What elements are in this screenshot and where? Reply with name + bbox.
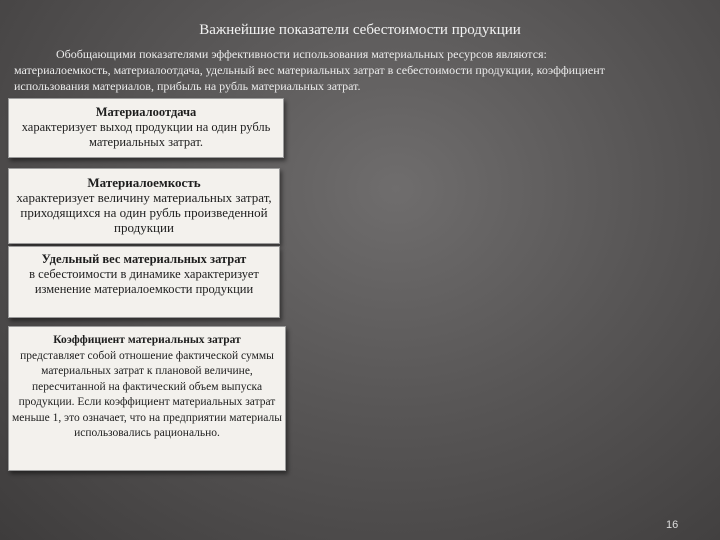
card-heading: Материалоотдача — [95, 105, 197, 119]
card-materialootdacha — [8, 98, 284, 158]
card-body: характеризует выход продукции на один рубль материальных затрат. — [21, 120, 271, 149]
card-body: в себестоимости в динамике характеризует изменение материалоемкости продукции — [29, 267, 259, 296]
card-heading: Удельный вес материальных затрат — [41, 252, 247, 266]
card-heading: Материалоемкость — [87, 175, 201, 190]
card-heading: Коэффициент материальных затрат — [53, 334, 241, 346]
card-udelny-ves — [8, 246, 280, 318]
card-materialoemkost — [8, 168, 280, 244]
card-koefficient — [8, 326, 286, 471]
intro-paragraph — [14, 46, 636, 94]
slide-title: Важнейшие показатели себестоимости продукции — [199, 22, 521, 38]
intro-first-line: Обобщающими показателями эффективности использования материальных ресурсов являются: — [56, 47, 547, 61]
card-body: характеризует величину материальных затрат, приходящихся на один рубль произведенной продукции — [16, 190, 272, 235]
page-number: 16 — [666, 519, 679, 531]
intro-rest-text: материалоемкость, материалоотдача, удельный вес материальных затрат в себестоимости продукции, коэффициент использования материалов, прибыль на рубль материальных затрат. — [14, 63, 605, 93]
card-body: представляет собой отношение фактической суммы материальных затрат к плановой величине, пересчитанной на фактический объем выпуска продукции. Если коэффициент материальных затрат меньше 1, это означает, что на предприятии материалы использовались рационально. — [12, 349, 282, 439]
